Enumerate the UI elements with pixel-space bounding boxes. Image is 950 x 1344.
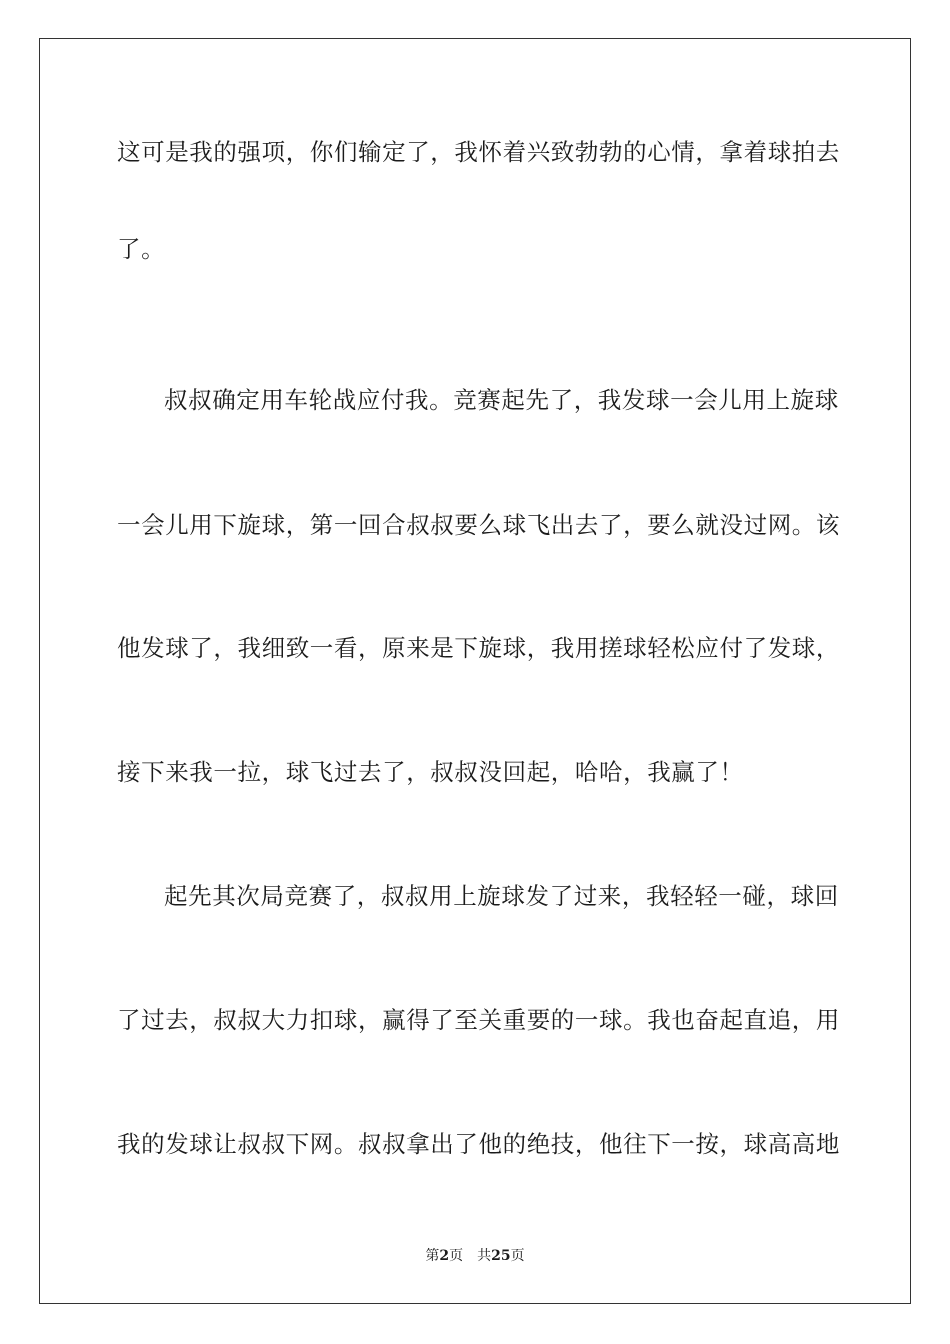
text-line: 我的发球让叔叔下网。叔叔拿出了他的绝技，他往下一按，球高高地: [117, 1130, 840, 1158]
text-line: 接下来我一拉，球飞过去了，叔叔没回起，哈哈，我赢了！: [117, 758, 744, 786]
total-label-prefix: 共: [477, 1248, 492, 1264]
page-footer: [0, 1246, 950, 1266]
text-line: 了过去，叔叔大力扣球，赢得了至关重要的一球。我也奋起直追，用: [117, 1006, 840, 1034]
text-line: 叔叔确定用车轮战应付我。竞赛起先了，我发球一会儿用上旋球: [164, 386, 839, 414]
page-label-suffix: 页: [449, 1248, 464, 1264]
page-label-prefix: 第: [425, 1248, 440, 1264]
text-line: 他发球了，我细致一看，原来是下旋球，我用搓球轻松应付了发球，: [117, 634, 840, 662]
text-line: 了。: [117, 235, 166, 263]
total-pages: 25: [491, 1248, 511, 1264]
text-line: 起先其次局竞赛了，叔叔用上旋球发了过来，我轻轻一碰，球回: [164, 882, 839, 910]
page-number: 2: [439, 1248, 450, 1264]
text-line: 这可是我的强项，你们输定了，我怀着兴致勃勃的心情，拿着球拍去: [117, 138, 840, 166]
total-label-suffix: 页: [510, 1248, 525, 1264]
text-line: 一会儿用下旋球，第一回合叔叔要么球飞出去了，要么就没过网。该: [117, 511, 840, 539]
